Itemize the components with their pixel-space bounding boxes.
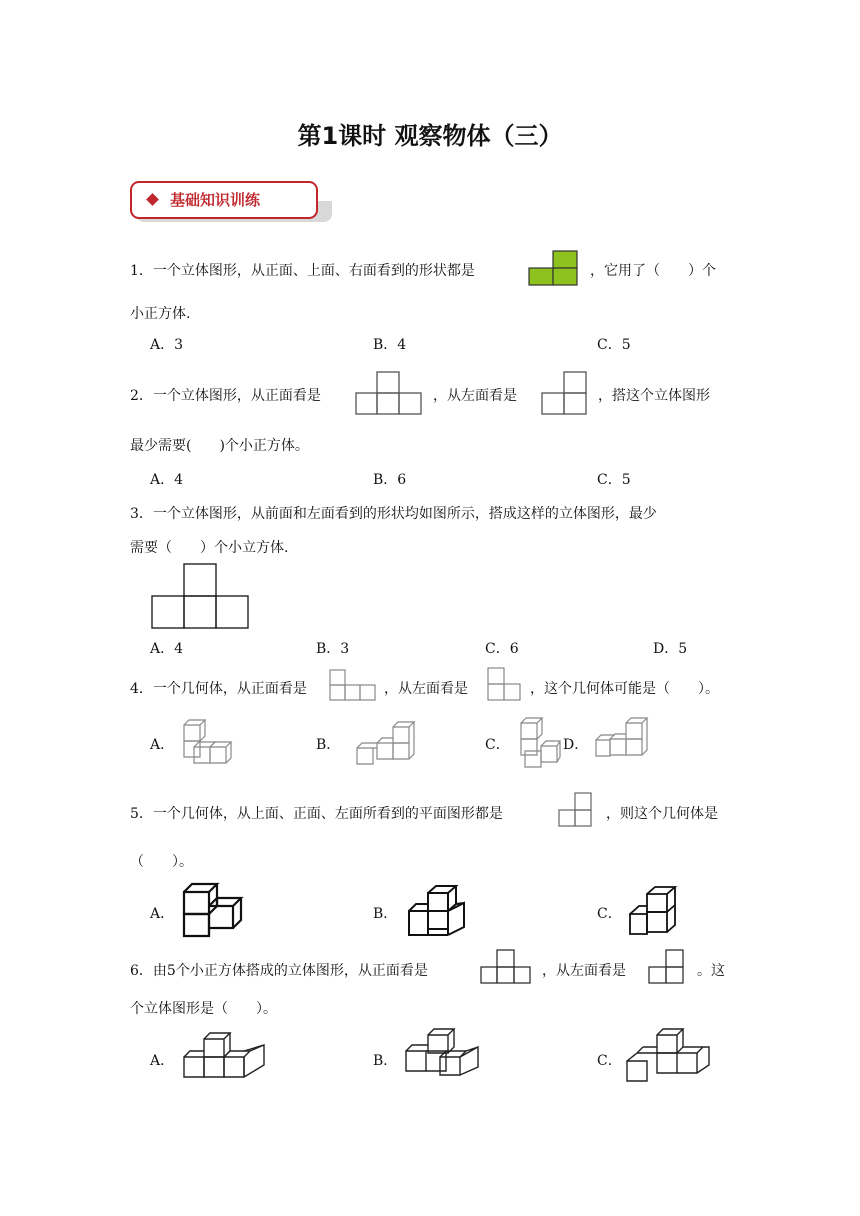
q3-option-c[interactable]: C．6 <box>485 641 519 657</box>
q2-option-a[interactable]: A．4 <box>150 472 184 488</box>
q1-option-b[interactable]: B．4 <box>373 337 407 353</box>
q6-cubes-a <box>182 1031 268 1081</box>
q1-number: 1． <box>130 263 153 279</box>
q6-left-view <box>648 949 686 985</box>
q5-cubes-a <box>181 881 249 939</box>
q5-text-a: 一个几何体，从上面、正面、左面所看到的平面图形都是 <box>152 806 503 822</box>
q5-text-c: （ ）。 <box>130 854 193 870</box>
q4-option-c[interactable]: C． <box>485 737 510 753</box>
q4-option-d[interactable]: D． <box>563 737 589 753</box>
q2-option-c[interactable]: C．5 <box>597 472 631 488</box>
q2-text-c: ，搭这个立体图形 <box>598 388 710 404</box>
q3-number: 3． <box>130 506 153 522</box>
q3-view-shape <box>151 563 250 629</box>
q4-line1 <box>130 678 307 698</box>
q6-text-d: 个立体图形是（ ）。 <box>130 1001 277 1017</box>
q5-line1 <box>130 803 503 823</box>
q5-option-c[interactable]: C． <box>597 906 622 922</box>
q1-option-a[interactable]: A．3 <box>150 337 184 353</box>
q3-option-a[interactable]: A．4 <box>150 641 184 657</box>
page-title: 第1课时 观察物体（三） <box>297 122 563 150</box>
section-header <box>130 181 318 219</box>
q4-cubes-a <box>182 718 232 766</box>
q5-option-b[interactable]: B． <box>373 906 398 922</box>
q6-text-a: 由5个小正方体搭成的立体图形，从正面看是 <box>152 963 428 979</box>
q1-option-c[interactable]: C．5 <box>597 337 631 353</box>
q1-line1 <box>130 260 475 280</box>
q4-text-b: ，从左面看是 <box>384 681 468 697</box>
q3-text-a: 一个立体图形，从前面和左面看到的形状均如图所示，搭成这样的立体图形，最少 <box>152 506 657 522</box>
q2-number: 2． <box>130 388 153 404</box>
q5-view-shape <box>558 792 593 828</box>
q2-text-a: 一个立体图形，从正面看是 <box>152 388 321 404</box>
q2-left-view <box>541 371 587 415</box>
q3-option-d[interactable]: D．5 <box>653 641 688 657</box>
q2-front-view <box>355 371 422 415</box>
q5-number: 5． <box>130 806 153 822</box>
q6-cubes-b <box>404 1027 482 1077</box>
q3-option-b[interactable]: B．3 <box>316 641 350 657</box>
q6-option-c[interactable]: C． <box>597 1053 622 1069</box>
q4-text-a: 一个几何体，从正面看是 <box>152 681 307 697</box>
q4-cubes-c <box>517 716 561 770</box>
q2-line1 <box>130 385 321 405</box>
q6-text-b: ，从左面看是 <box>542 963 626 979</box>
q6-line1 <box>130 960 428 980</box>
q2-text-b: ，从左面看是 <box>433 388 517 404</box>
q5-cubes-b <box>406 883 472 939</box>
q6-cubes-c <box>625 1027 713 1085</box>
q3-text-b: 需要（ ）个小立方体. <box>130 540 289 556</box>
q6-option-b[interactable]: B． <box>373 1053 398 1069</box>
q1-text-a: 一个立体图形，从正面、上面、右面看到的形状都是 <box>152 263 475 279</box>
q3-line1 <box>130 503 657 523</box>
q1-text-b: ，它用了（ ）个 <box>590 263 716 279</box>
q4-left-view <box>487 667 521 701</box>
q6-option-a[interactable]: A． <box>150 1053 175 1069</box>
q4-front-view <box>329 669 377 701</box>
q1-green-shape <box>528 250 578 286</box>
q1-text-c: 小正方体. <box>130 306 191 322</box>
q4-option-b[interactable]: B． <box>316 737 341 753</box>
q4-text-c: ，这个几何体可能是（ ）。 <box>530 681 719 697</box>
q4-cubes-d <box>594 716 650 762</box>
q4-number: 4． <box>130 681 153 697</box>
q6-front-view <box>480 949 532 985</box>
q6-number: 6． <box>130 963 153 979</box>
q6-text-c: 。这 <box>697 963 725 979</box>
q4-option-a[interactable]: A． <box>150 737 175 753</box>
section-label: 基础知识训练 <box>170 191 261 209</box>
q2-option-b[interactable]: B．6 <box>373 472 407 488</box>
q5-cubes-c <box>627 884 681 938</box>
q5-option-a[interactable]: A． <box>150 906 175 922</box>
q4-cubes-b <box>355 720 417 766</box>
q5-text-b: ，则这个几何体是 <box>606 806 718 822</box>
q2-text-d: 最少需要( )个小正方体。 <box>130 438 309 454</box>
